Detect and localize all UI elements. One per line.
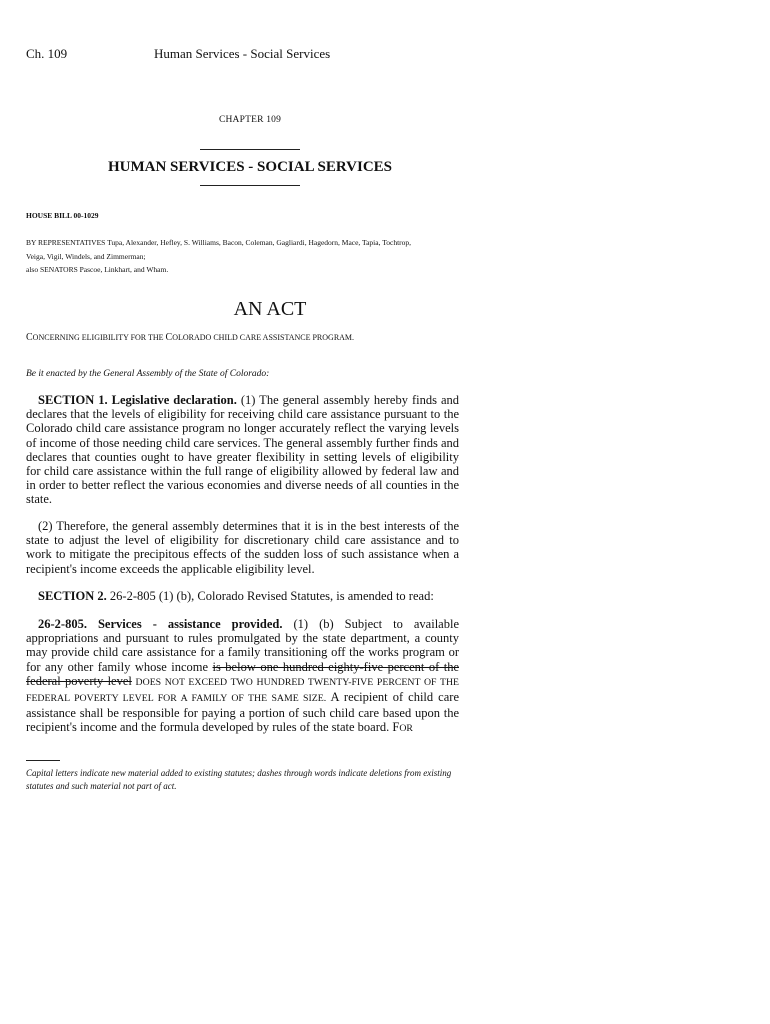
footnote: Capital letters indicate new material added to existing statutes; dashes through words indicate deletions from existing statutes and such material not part of act. bbox=[26, 768, 452, 791]
bill-number: HOUSE BILL 00-1029 bbox=[26, 211, 99, 220]
an-act-heading: AN ACT bbox=[233, 298, 307, 320]
title-rule-top bbox=[200, 149, 300, 150]
footnote-rule bbox=[26, 760, 60, 761]
subject-text: OLORADO CHILD CARE ASSISTANCE PROGRAM. bbox=[172, 333, 355, 342]
running-header-title: Human Services - Social Services bbox=[154, 46, 331, 61]
act-subject bbox=[26, 332, 354, 343]
section-1-heading: SECTION 1. Legislative declaration. bbox=[38, 393, 237, 407]
initial-cap: C bbox=[165, 332, 173, 343]
section-1-body: (1) The general assembly hereby finds and declares that the levels of eligibility for receiving child care assistance pursuant to the Colorado child care assistance program no longer accurately reflect the varying levels of income of those needing child care services. The general assembly further finds and declares that counties ought to have greater flexibility in setting levels of eligibility for child care assistance within the full range of eligibility allowed by federal law and in order to better reflect the various economies and diverse needs of all counties in the state. bbox=[26, 393, 460, 507]
deleted-text: is below one hundred eighty-five percent of the federal poverty level bbox=[26, 659, 459, 688]
running-header-chapter: Ch. 109 bbox=[26, 46, 68, 61]
sponsors-line: BY REPRESENTATIVES Tupa, Alexander, Hefley, S. Williams, Bacon, Coleman, Gagliardi, Hagedorn, Mace, Tapia, Tochtrop, bbox=[26, 238, 412, 247]
document-title: HUMAN SERVICES - SOCIAL SERVICES bbox=[107, 159, 392, 175]
enacting-clause: Be it enacted by the General Assembly of the State of Colorado: bbox=[26, 369, 270, 379]
subject-text: ONCERNING ELIGIBILITY FOR THE bbox=[32, 333, 166, 342]
statute-heading: 26-2-805. Services - assistance provided. bbox=[38, 617, 283, 631]
continued-smallcaps: OR bbox=[399, 723, 413, 735]
initial-cap: C bbox=[26, 332, 33, 343]
statute-body: (1) (b) Subject to available appropriations and pursuant to rules promulgated by the state department, a county may provide child care assistance for a family transitioning off the works program or for any other family whose income bbox=[26, 617, 459, 674]
sponsors-block bbox=[26, 236, 466, 277]
section-1-paragraph bbox=[26, 393, 459, 507]
title-rule-bottom bbox=[200, 185, 300, 186]
section-2-heading: SECTION 2. bbox=[38, 589, 107, 603]
section-2-body: 26-2-805 (1) (b), Colorado Revised Statutes, is amended to read: bbox=[106, 589, 434, 603]
chapter-label: CHAPTER 109 bbox=[218, 115, 282, 125]
section-2-paragraph bbox=[26, 589, 459, 603]
added-text: DOES NOT EXCEED TWO HUNDRED TWENTY-FIVE PERCENT OF THE FEDERAL POVERTY LEVEL FOR A FAMILY OF THE SAME SIZE. bbox=[26, 676, 460, 705]
statute-paragraph bbox=[26, 617, 459, 737]
sponsors-line: also SENATORS Pascoe, Linkhart, and Wham. bbox=[26, 265, 169, 274]
section-1-subparagraph-2: (2) Therefore, the general assembly determines that it is in the best interests of the state to adjust the level of eligibility for discretionary child care assistance and to work to mitigate the precipitous effects of the sudden loss of such assistance when a recipient's income exceeds the applicable eligibility level. bbox=[26, 519, 459, 576]
sponsors-line: Veiga, Vigil, Windels, and Zimmerman; bbox=[26, 251, 146, 261]
statute-body: A recipient of child care assistance shall be responsible for paying a portion of such child care based upon the recipient's income and the formula developed by rules of the state board. bbox=[26, 690, 459, 735]
continued-cap: F bbox=[392, 720, 400, 735]
